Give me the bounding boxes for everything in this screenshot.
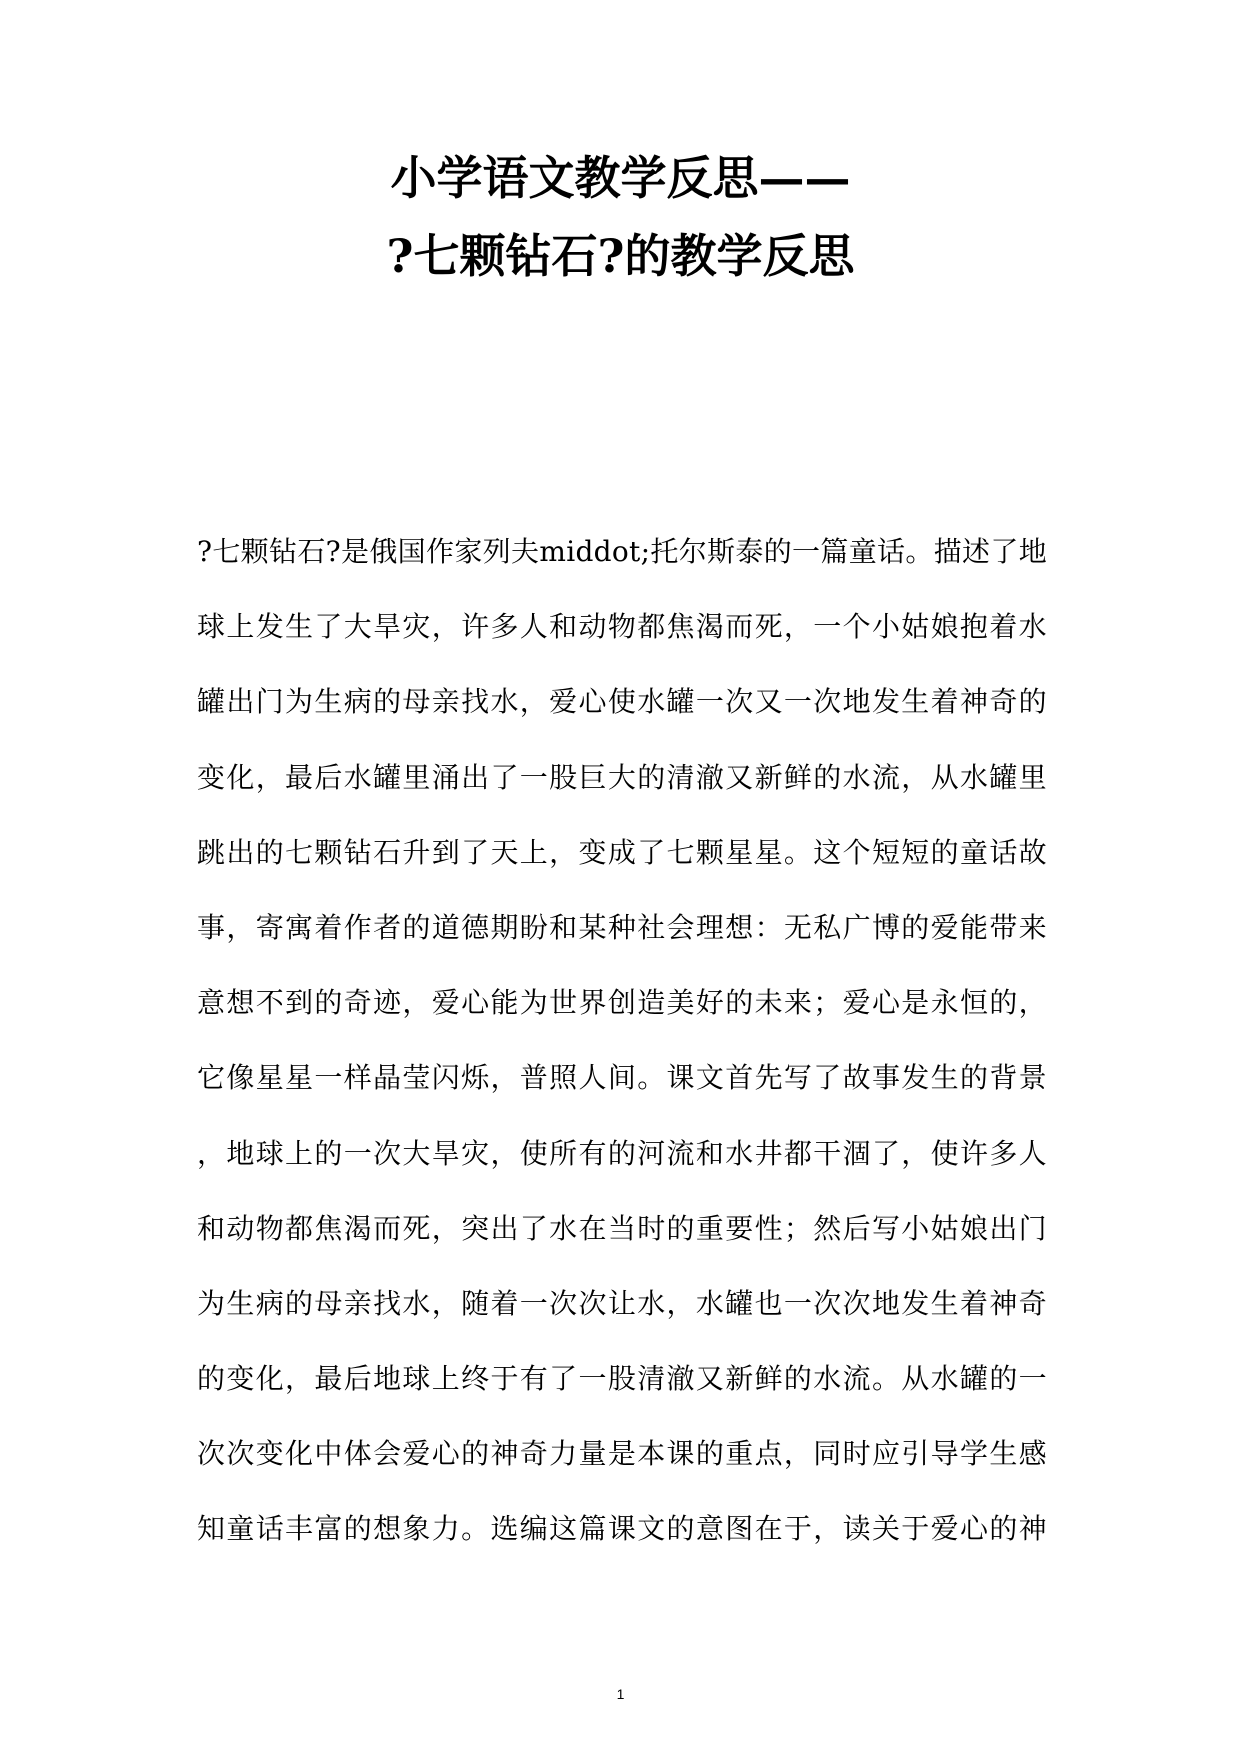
body-line: 和动物都焦渴而死，突出了水在当时的重要性；然后写小姑娘出门: [197, 1211, 1047, 1245]
page-title: 小学语文教学反思——: [390, 151, 851, 205]
body-line: ?七颗钻石?是俄国作家列夫middot;托尔斯泰的一篇童话。描述了地: [197, 535, 1047, 568]
body-line: ，地球上的一次大旱灾，使所有的河流和水井都干涸了，使许多人: [197, 1136, 1047, 1170]
body-line: 次次变化中体会爱心的神奇力量是本课的重点，同时应引导学生感: [197, 1437, 1047, 1471]
body-line: 事，寄寓着作者的道德期盼和某种社会理想：无私广博的爱能带来: [197, 910, 1047, 944]
title-block: [0, 150, 1241, 298]
body-line: 它像星星一样晶莹闪烁，普照人间。课文首先写了故事发生的背景: [197, 1061, 1047, 1095]
body-line: 跳出的七颗钻石升到了天上，变成了七颗星星。这个短短的童话故: [197, 835, 1047, 869]
body-line: 球上发生了大旱灾，许多人和动物都焦渴而死，一个小姑娘抱着水: [197, 610, 1047, 644]
body-line: 为生病的母亲找水，随着一次次让水，水罐也一次次地发生着神奇: [197, 1286, 1047, 1320]
body-text: [197, 530, 1047, 1583]
body-line: 的变化，最后地球上终于有了一股清澈又新鲜的水流。从水罐的一: [197, 1362, 1047, 1396]
body-line: 变化，最后水罐里涌出了一股巨大的清澈又新鲜的水流，从水罐里: [197, 760, 1047, 794]
page-number: 1: [616, 1686, 625, 1702]
body-line: 罐出门为生病的母亲找水，爱心使水罐一次又一次地发生着神奇的: [197, 685, 1047, 719]
body-line: 意想不到的奇迹，爱心能为世界创造美好的未来；爱心是永恒的，: [197, 986, 1047, 1020]
page-subtitle: ?七颗钻石?的教学反思: [386, 229, 855, 283]
body-line: 知童话丰富的想象力。选编这篇课文的意图在于，读关于爱心的神: [197, 1512, 1047, 1546]
